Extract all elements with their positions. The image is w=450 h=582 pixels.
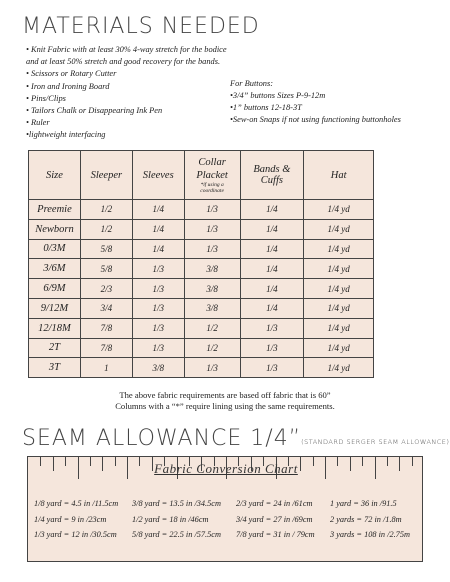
cell-sleeves: 1/4 — [132, 200, 184, 220]
materials-heading: MATERIALS NEEDED — [22, 14, 260, 39]
cell-sleeves: 1/3 — [132, 298, 184, 318]
table-header-row — [29, 151, 374, 200]
header-sleeper: Sleeper — [80, 151, 132, 200]
cell-bands-cuffs: 1/3 — [240, 358, 304, 378]
conversion-entry: 2/3 yard = 24 in /61cm — [236, 499, 313, 509]
materials-item: • Iron and Ironing Board — [26, 81, 110, 91]
header-sleeves: Sleeves — [132, 151, 184, 200]
fabric-requirements-table — [28, 150, 374, 378]
buttons-item: •1” buttons 12-18-3T — [230, 103, 302, 112]
cell-size: Preemie — [29, 200, 81, 220]
cell-collar-placket: 1/3 — [184, 219, 240, 239]
cell-hat: 1/4 yd — [304, 200, 374, 220]
cell-size: 12/18M — [29, 318, 81, 338]
cell-sleeper: 2/3 — [80, 279, 132, 299]
cell-sleeves: 3/8 — [132, 358, 184, 378]
cell-collar-placket: 1/2 — [184, 318, 240, 338]
cell-bands-cuffs: 1/3 — [240, 318, 304, 338]
table-row — [29, 259, 374, 279]
cell-sleeper: 3/4 — [80, 298, 132, 318]
table-row — [29, 279, 374, 299]
conversion-entry: 3/8 yard = 13.5 in /34.5cm — [132, 499, 221, 509]
cell-collar-placket: 1/3 — [184, 358, 240, 378]
materials-item: • Pins/Clips — [26, 93, 66, 103]
conversion-entry: 1/2 yard = 18 in /46cm — [132, 514, 209, 524]
header-collar-line2: Placket — [196, 170, 228, 181]
conversion-entry: 3 yards = 108 in /2.75m — [330, 530, 410, 540]
header-collar-placket — [184, 151, 240, 200]
header-bands-line2: Cuffs — [260, 175, 283, 186]
cell-sleeves: 1/3 — [132, 338, 184, 358]
table-row — [29, 219, 374, 239]
fabric-note — [0, 390, 450, 412]
cell-sleeper: 5/8 — [80, 259, 132, 279]
cell-collar-placket: 3/8 — [184, 279, 240, 299]
materials-item: •lightweight interfacing — [26, 130, 106, 140]
cell-size: 6/9M — [29, 279, 81, 299]
header-collar-note2: coordinate — [200, 188, 224, 194]
header-hat: Hat — [304, 151, 374, 200]
materials-item: • Ruler — [26, 118, 50, 128]
cell-sleeves: 1/3 — [132, 259, 184, 279]
materials-item: • Scissors or Rotary Cutter — [26, 69, 117, 79]
cell-hat: 1/4 yd — [304, 298, 374, 318]
cell-sleeper: 7/8 — [80, 318, 132, 338]
cell-size: 3T — [29, 358, 81, 378]
cell-bands-cuffs: 1/4 — [240, 259, 304, 279]
conversion-entry: 5/8 yard = 22.5 in /57.5cm — [132, 530, 221, 540]
conversion-row — [34, 496, 418, 512]
fabric-note-line2: Columns with a “*” require lining using the same requirements. — [115, 401, 335, 411]
buttons-item: •3/4” buttons Sizes P-9-12m — [230, 91, 326, 100]
cell-bands-cuffs: 1/4 — [240, 298, 304, 318]
cell-sleeper: 1/2 — [80, 200, 132, 220]
cell-collar-placket: 1/3 — [184, 239, 240, 259]
table-row — [29, 200, 374, 220]
materials-item: • Knit Fabric with at least 30% 4-way stretch for the bodice — [26, 45, 227, 54]
cell-bands-cuffs: 1/4 — [240, 239, 304, 259]
cell-sleeves: 1/3 — [132, 318, 184, 338]
conversion-entry: 1/4 yard = 9 in /23cm — [34, 514, 107, 524]
conversion-entry: 2 yards = 72 in /1.8m — [330, 514, 402, 524]
cell-collar-placket: 1/2 — [184, 338, 240, 358]
cell-bands-cuffs: 1/4 — [240, 279, 304, 299]
cell-hat: 1/4 yd — [304, 338, 374, 358]
cell-bands-cuffs: 1/3 — [240, 338, 304, 358]
cell-size: 3/6M — [29, 259, 81, 279]
conversion-entry: 3/4 yard = 27 in /69cm — [236, 514, 313, 524]
fabric-note-line1: The above fabric requirements are based off fabric that is 60” — [119, 390, 331, 400]
conversion-ruler — [27, 456, 423, 562]
cell-sleeves: 1/4 — [132, 219, 184, 239]
cell-size: 0/3M — [29, 239, 81, 259]
conversion-row — [34, 512, 418, 528]
cell-size: 9/12M — [29, 298, 81, 318]
cell-sleeper: 5/8 — [80, 239, 132, 259]
cell-size: Newborn — [29, 219, 81, 239]
header-bands-line1: Bands & — [253, 164, 291, 175]
cell-hat: 1/4 yd — [304, 259, 374, 279]
buttons-list — [230, 78, 401, 126]
seam-allowance-heading — [22, 426, 449, 451]
conversion-entry: 1 yard = 36 in /91.5 — [330, 499, 397, 509]
table-row — [29, 358, 374, 378]
materials-item: and at least 50% stretch and good recovery for the bands. — [26, 57, 221, 67]
table-row — [29, 239, 374, 259]
header-bands-cuffs — [240, 151, 304, 200]
materials-item: • Tailors Chalk or Disappearing Ink Pen — [26, 106, 163, 116]
cell-hat: 1/4 yd — [304, 318, 374, 338]
conversion-entry: 1/3 yard = 12 in /30.5cm — [34, 530, 117, 540]
conversion-entry: 1/8 yard = 4.5 in /11.5cm — [34, 499, 119, 509]
cell-collar-placket: 3/8 — [184, 259, 240, 279]
buttons-heading: For Buttons: — [230, 79, 274, 88]
cell-sleeper: 7/8 — [80, 338, 132, 358]
conversion-list — [34, 496, 418, 543]
table-row — [29, 318, 374, 338]
cell-sleeves: 1/4 — [132, 239, 184, 259]
conversion-entry: 7/8 yard = 31 in / 79cm — [236, 530, 315, 540]
cell-hat: 1/4 yd — [304, 239, 374, 259]
cell-size: 2T — [29, 338, 81, 358]
cell-collar-placket: 1/3 — [184, 200, 240, 220]
cell-hat: 1/4 yd — [304, 358, 374, 378]
materials-list — [26, 44, 236, 142]
buttons-item: •Sew-on Snaps if not using functioning buttonholes — [230, 115, 401, 124]
conversion-chart-title: Fabric Conversion Chart — [154, 461, 298, 476]
cell-sleeves: 1/3 — [132, 279, 184, 299]
cell-hat: 1/4 yd — [304, 279, 374, 299]
cell-sleeper: 1 — [80, 358, 132, 378]
header-size: Size — [29, 151, 81, 200]
header-collar-line1: Collar — [198, 157, 226, 168]
cell-bands-cuffs: 1/4 — [240, 200, 304, 220]
header-collar-note1: *if using a — [200, 182, 224, 188]
seam-allowance-title: SEAM ALLOWANCE 1/4” — [22, 426, 302, 451]
conversion-row — [34, 527, 418, 543]
cell-sleeper: 1/2 — [80, 219, 132, 239]
table-row — [29, 338, 374, 358]
cell-hat: 1/4 yd — [304, 219, 374, 239]
cell-collar-placket: 3/8 — [184, 298, 240, 318]
cell-bands-cuffs: 1/4 — [240, 219, 304, 239]
table-row — [29, 298, 374, 318]
seam-allowance-subtitle: (STANDARD SERGER SEAM ALLOWANCE) — [301, 438, 450, 446]
